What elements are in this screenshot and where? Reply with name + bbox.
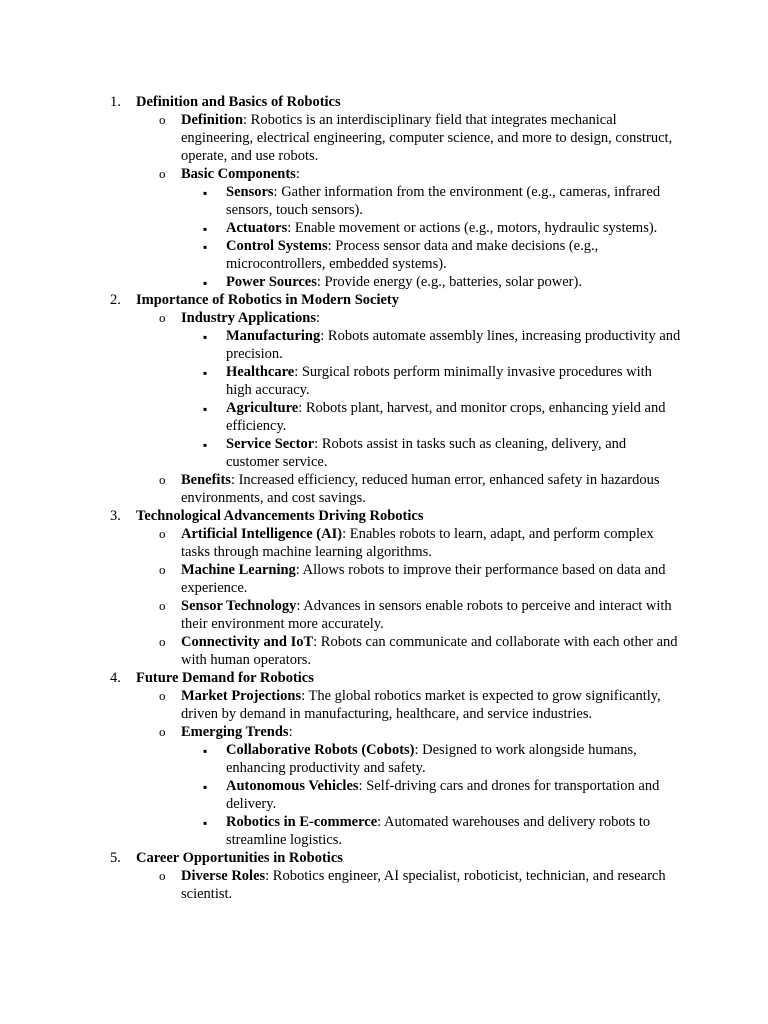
sub-list-item [0, 183, 681, 219]
list-item [0, 525, 681, 561]
hollow-bullet-icon: o [159, 598, 166, 613]
item-text: : Enables robots to learn, adapt, and perform complex tasks through machine learning algorithms. [181, 526, 654, 560]
section-number: 5. [110, 850, 121, 866]
item-term: Sensor Technology [181, 598, 297, 614]
item-term: Market Projections [181, 688, 302, 704]
sub-item-text: : Provide energy (e.g., batteries, solar power). [316, 274, 582, 290]
hollow-bullet-icon: o [159, 688, 166, 703]
sub-item-text: : Robots plant, harvest, and monitor crops, enhancing yield and efficiency. [226, 400, 666, 434]
item-text: : Increased efficiency, reduced human error, enhanced safety in hazardous environments, and cost savings. [181, 472, 660, 506]
square-bullet-icon: ▪ [203, 222, 208, 236]
item-text: : [315, 310, 321, 326]
hollow-bullet-icon: o [159, 526, 166, 541]
section-title: Technological Advancements Driving Robotics [136, 508, 424, 524]
sub-item-term: Manufacturing [226, 328, 321, 344]
item-term: Connectivity and IoT [181, 634, 314, 650]
section-title: Definition and Basics of Robotics [136, 94, 341, 110]
sub-item-term: Robotics in E-commerce [226, 814, 378, 830]
list-item [0, 111, 681, 165]
sub-item-text: : Robots automate assembly lines, increasing productivity and precision. [226, 328, 681, 362]
sub-item-term: Power Sources [226, 274, 317, 290]
document-body [0, 93, 768, 903]
item-text: : Advances in sensors enable robots to perceive and interact with their environment more accurately. [181, 598, 672, 632]
sub-list-item [0, 435, 681, 471]
sub-item-text: : Designed to work alongside humans, enhancing productivity and safety. [226, 742, 637, 776]
hollow-bullet-icon: o [159, 310, 166, 325]
sub-list-item [0, 273, 681, 291]
sub-list-item [0, 777, 681, 813]
section-heading [0, 291, 768, 309]
list-item [0, 561, 681, 597]
item-term: Basic Components [181, 166, 296, 182]
sub-item-term: Control Systems [226, 238, 328, 254]
sub-item-term: Healthcare [226, 364, 295, 380]
list-item [0, 165, 681, 183]
item-text: : [288, 724, 293, 740]
sub-item-term: Service Sector [226, 436, 315, 452]
sub-list-item [0, 813, 681, 849]
sub-item-text: : Process sensor data and make decisions (e.g., microcontrollers, embedded systems). [226, 238, 599, 272]
hollow-bullet-icon: o [159, 472, 166, 487]
item-text: : The global robotics market is expected to grow significantly, driven by demand in manufacturing, healthcare, and service industries. [181, 688, 661, 722]
section-heading [0, 849, 768, 867]
square-bullet-icon: ▪ [203, 402, 208, 416]
square-bullet-icon: ▪ [203, 330, 208, 344]
hollow-bullet-icon: o [159, 562, 166, 577]
list-item [0, 309, 681, 327]
section-number: 3. [110, 508, 121, 524]
square-bullet-icon: ▪ [203, 240, 208, 254]
section-number: 1. [110, 94, 121, 110]
sub-item-text: : Automated warehouses and delivery robots to streamline logistics. [226, 814, 651, 848]
item-text: : [295, 166, 300, 182]
item-text: : Robotics engineer, AI specialist, roboticist, technician, and research scientist. [181, 868, 666, 902]
square-bullet-icon: ▪ [203, 276, 208, 290]
square-bullet-icon: ▪ [203, 744, 208, 758]
hollow-bullet-icon: o [159, 112, 166, 127]
item-term: Artificial Intelligence (AI) [181, 526, 343, 542]
sub-item-text: : Enable movement or actions (e.g., motors, hydraulic systems). [287, 220, 658, 236]
sub-item-text: : Robots assist in tasks such as cleaning, delivery, and customer service. [226, 436, 627, 470]
item-term: Emerging Trends [181, 724, 289, 740]
item-text: : Allows robots to improve their performance based on data and experience. [181, 562, 666, 596]
list-item [0, 471, 681, 507]
item-term: Benefits [181, 472, 231, 488]
section-title: Importance of Robotics in Modern Society [136, 292, 399, 308]
item-text: : Robotics is an interdisciplinary field that integrates mechanical engineering, electrical engineering, computer science, and more to design, construct, operate, and use robots. [181, 112, 673, 164]
sub-list-item [0, 219, 681, 237]
list-item [0, 597, 681, 633]
square-bullet-icon: ▪ [203, 438, 208, 452]
hollow-bullet-icon: o [159, 166, 166, 181]
section-heading [0, 93, 768, 111]
list-item [0, 633, 681, 669]
sub-list-item [0, 327, 681, 363]
section-heading [0, 507, 768, 525]
item-term: Diverse Roles [181, 868, 266, 884]
sub-list-item [0, 741, 681, 777]
sub-list-item [0, 399, 681, 435]
square-bullet-icon: ▪ [203, 366, 208, 380]
sub-item-text: : Self-driving cars and drones for transportation and delivery. [226, 778, 660, 812]
section-number: 2. [110, 292, 121, 308]
item-text: : Robots can communicate and collaborate with each other and with human operators. [181, 634, 678, 668]
sub-item-text: : Gather information from the environment (e.g., cameras, infrared sensors, touch sensors). [226, 184, 661, 218]
hollow-bullet-icon: o [159, 868, 166, 883]
sub-item-term: Actuators [226, 220, 288, 236]
sub-item-term: Agriculture [226, 400, 299, 416]
sub-item-term: Sensors [226, 184, 274, 200]
square-bullet-icon: ▪ [203, 186, 208, 200]
hollow-bullet-icon: o [159, 724, 166, 739]
sub-item-term: Autonomous Vehicles [226, 778, 359, 794]
item-term: Definition [181, 112, 244, 128]
item-term: Machine Learning [181, 562, 296, 578]
section-number: 4. [110, 670, 121, 686]
sub-item-term: Collaborative Robots (Cobots) [226, 742, 415, 758]
square-bullet-icon: ▪ [203, 780, 208, 794]
list-item [0, 687, 681, 723]
section-heading [0, 669, 768, 687]
sub-list-item [0, 363, 681, 399]
section-title: Career Opportunities in Robotics [136, 850, 343, 866]
sub-item-text: : Surgical robots perform minimally invasive procedures with high accuracy. [226, 364, 652, 398]
sub-list-item [0, 237, 681, 273]
item-term: Industry Applications [181, 310, 316, 326]
section-title: Future Demand for Robotics [136, 670, 314, 686]
list-item [0, 867, 681, 903]
list-item [0, 723, 681, 741]
hollow-bullet-icon: o [159, 634, 166, 649]
square-bullet-icon: ▪ [203, 816, 208, 830]
